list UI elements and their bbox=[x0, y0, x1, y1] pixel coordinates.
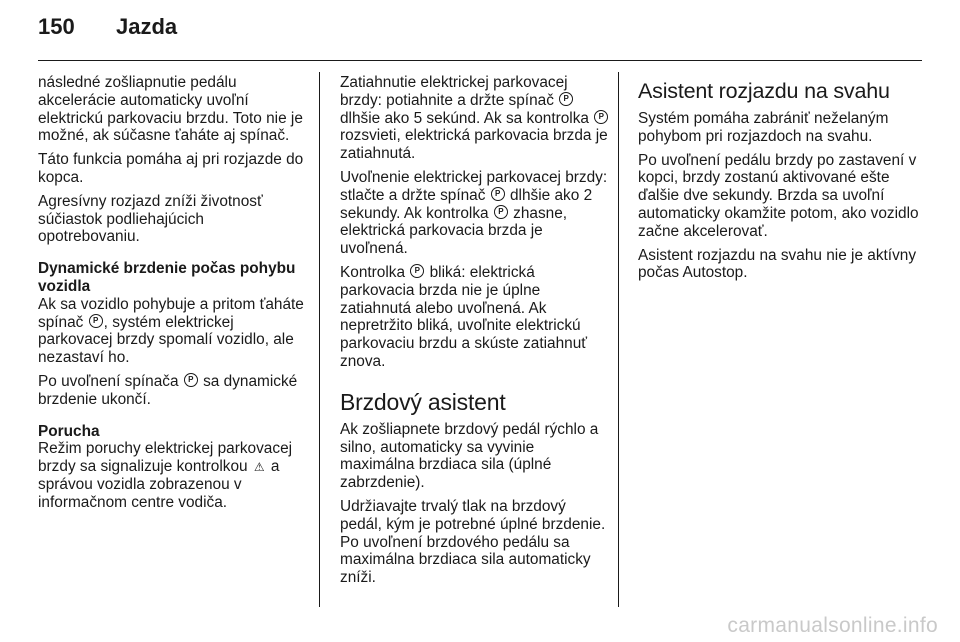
text-run: dlhšie ako 2 sekundy. Ak kontrolka bbox=[340, 186, 593, 222]
paragraph: Ak zošliapnete brzdový pedál rýchlo a silno, automaticky sa vyvinie maximálna brzdiaca sila (úplné zabrzdenie). bbox=[340, 420, 599, 492]
parking-brake-icon bbox=[494, 205, 508, 219]
subheading-dynamic-braking: Dynamické brzdenie počas pohybu vozidla bbox=[38, 260, 296, 295]
text-run: rozsvieti, elektrická parkovacia brzda je zatiahnutá. bbox=[340, 127, 608, 163]
parking-brake-icon bbox=[594, 110, 608, 124]
header-rule bbox=[38, 60, 922, 61]
brake-fault-icon: ⚠ bbox=[253, 460, 265, 475]
column-3 bbox=[638, 74, 924, 288]
column-divider-1 bbox=[319, 72, 320, 607]
text-run: sa dynamické brzdenie ukončí. bbox=[38, 372, 298, 408]
text-run: zhasne, elektrická parkovacia brzda je uvoľnená. bbox=[340, 204, 568, 258]
paragraph: Agresívny rozjazd zníži životnosť súčiastok podliehajúcich opotrebovaniu. bbox=[38, 192, 263, 246]
text-run: , systém elektrickej parkovacej brzdy spomalí vozidlo, ale nezastaví ho. bbox=[38, 313, 294, 367]
text-run: Zatiahnutie elektrickej parkovacej brzdy: potiahnite a držte spínač bbox=[340, 74, 568, 109]
page-header bbox=[38, 14, 177, 50]
heading-hill-start-assist: Asistent rozjazdu na svahu bbox=[638, 79, 890, 103]
paragraph: Táto funkcia pomáha aj pri rozjazde do kopca. bbox=[38, 151, 304, 186]
parking-brake-icon bbox=[491, 187, 505, 201]
heading-brake-assist: Brzdový asistent bbox=[340, 388, 506, 415]
parking-brake-icon bbox=[89, 314, 103, 328]
text-run: a správou vozidla zobrazenou v informačnom centre vodiča. bbox=[38, 458, 280, 511]
text-run: Ak sa vozidlo pohybuje a pritom ťaháte spínač bbox=[38, 295, 304, 331]
paragraph bbox=[340, 169, 610, 258]
paragraph bbox=[38, 373, 310, 409]
watermark: carmanualsonline.info bbox=[727, 614, 938, 637]
paragraph bbox=[340, 264, 610, 371]
parking-brake-icon bbox=[559, 92, 573, 106]
paragraph bbox=[38, 296, 310, 367]
page-title: Jazda bbox=[116, 14, 178, 39]
column-1 bbox=[38, 74, 310, 518]
subheading-fault: Porucha bbox=[38, 422, 100, 440]
paragraph: Asistent rozjazdu na svahu nie je aktívny počas Autostop. bbox=[638, 246, 917, 282]
text-run: Režim poruchy elektrickej parkovacej brzdy sa signalizuje kontrolkou bbox=[38, 440, 293, 476]
parking-brake-icon bbox=[410, 264, 424, 278]
paragraph: Systém pomáha zabrániť neželaným pohybom pri rozjazdoch na svahu. bbox=[638, 110, 889, 145]
text-run: bliká: elektrická parkovacia brzda nie je úplne zatiahnutá alebo uvoľnená. Ak nepretržito bliká, uvoľnite elektrickú parkovaciu brzdu a skúste zatiahnuť znova. bbox=[340, 263, 588, 370]
paragraph bbox=[340, 74, 610, 163]
paragraph: následné zošliapnutie pedálu akcelerácie automaticky uvoľní elektrickú parkovaciu brzdu. Toto nie je možné, ak súčasne ťaháte aj spínač. bbox=[38, 74, 303, 145]
column-divider-2 bbox=[618, 72, 619, 607]
page-number: 150 bbox=[38, 14, 75, 39]
parking-brake-icon bbox=[184, 373, 198, 387]
text-run: dlhšie ako 5 sekúnd. Ak sa kontrolka bbox=[340, 109, 589, 127]
text-run: Po uvoľnení spínača bbox=[38, 372, 179, 390]
column-2 bbox=[340, 74, 610, 593]
text-run: Kontrolka bbox=[340, 263, 406, 281]
paragraph bbox=[38, 440, 310, 511]
paragraph: Po uvoľnení pedálu brzdy po zastavení v kopci, brzdy zostanú aktivované ešte ďalšie dve sekundy. Brzda sa uvoľní automaticky okamžite potom, ako vozidlo začne akcelerovať. bbox=[638, 151, 919, 240]
paragraph: Udržiavajte trvalý tlak na brzdový pedál, kým je potrebné úplné brzdenie. Po uvoľnení brzdového pedálu sa maximálna brzdiaca sila automaticky zníži. bbox=[340, 497, 606, 587]
text-run: Uvoľnenie elektrickej parkovacej brzdy: stlačte a držte spínač bbox=[340, 168, 608, 204]
